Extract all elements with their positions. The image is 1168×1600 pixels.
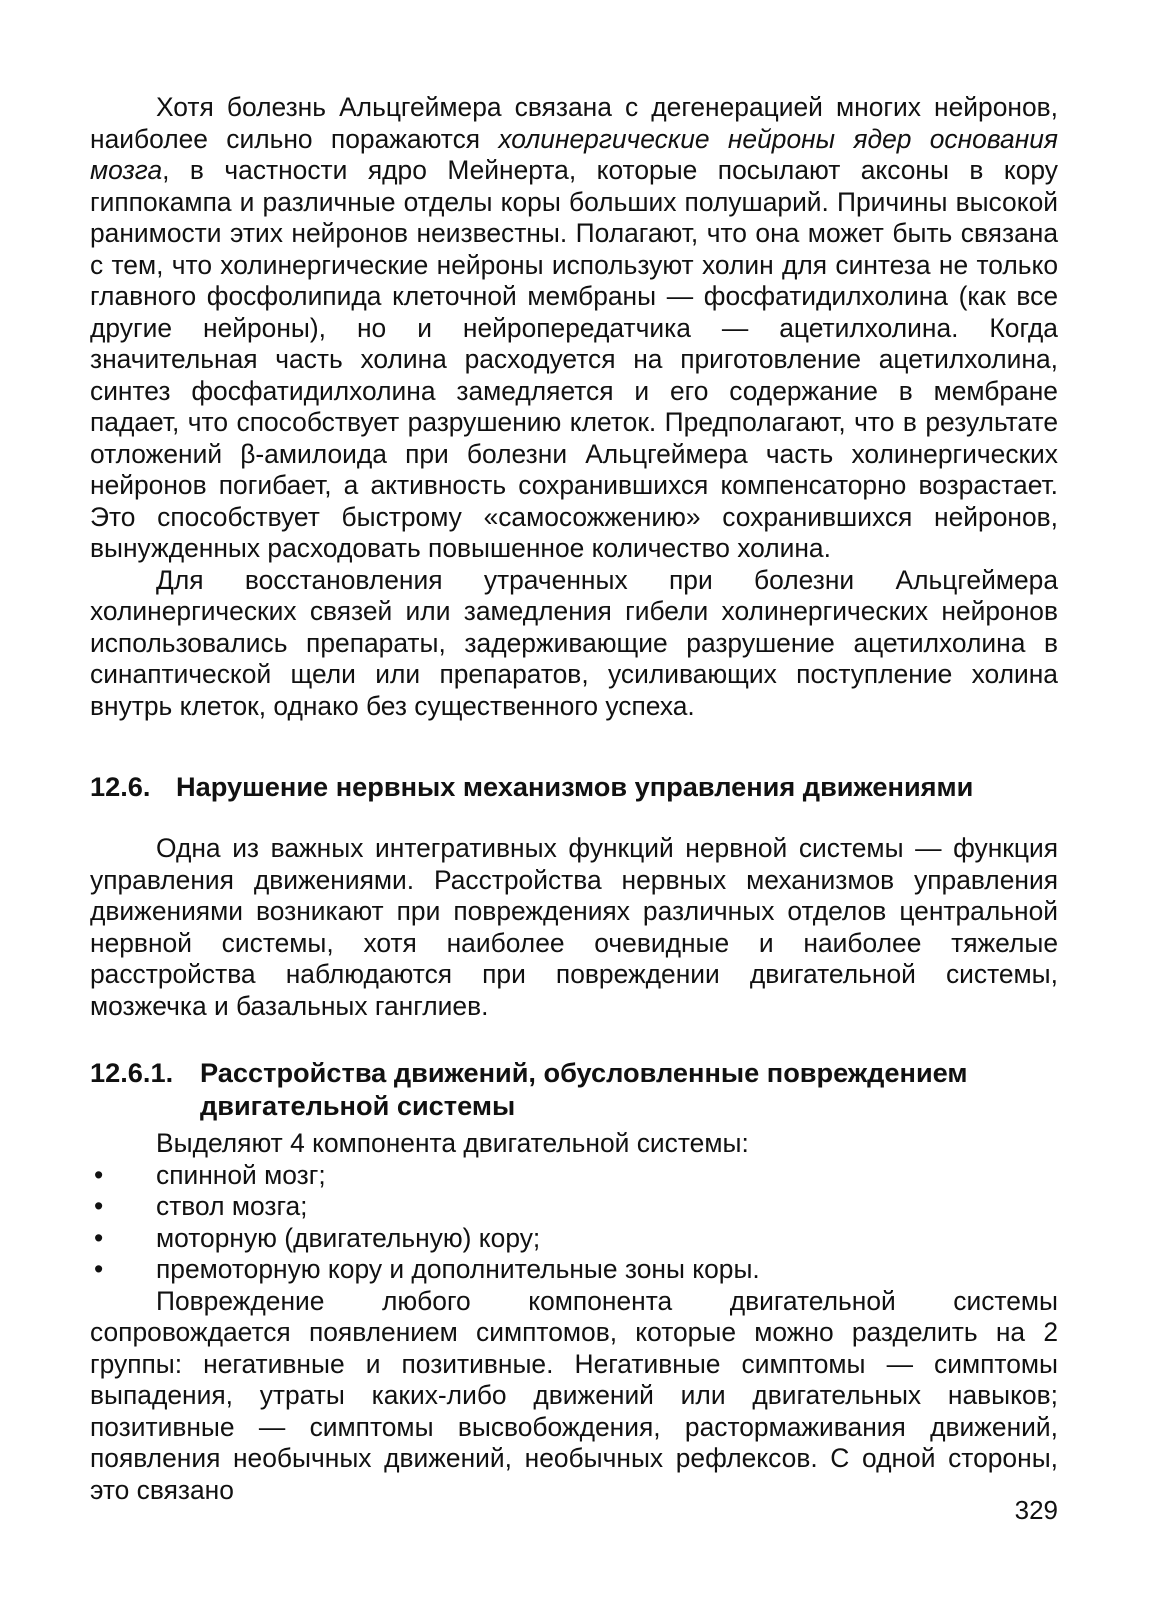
list-item [90, 1223, 1058, 1255]
list-item-text: спинной мозг; [156, 1159, 326, 1190]
paragraph-text-end: , в частности ядро Мейнерта, которые посылают аксоны в кору гиппокампа и различные отделы коры больших полушарий. Причины высокой ранимости этих нейронов неизвестны. Полагают, что она может быть связана с тем, что холинергические нейроны используют холин для синтеза не только главного фосфолипида клеточной мембраны — фосфатидилхолина (как все другие нейроны), но и нейропередатчика — ацетилхолина. Когда значительная часть холина расходуется на приготовление ацетилхолина, синтез фосфатидилхолина замедляется и его содержание в мембране падает, что способствует разрушению клеток. Предполагают, что в результате отложений β-амилоида при болезни Альцгеймера часть холинергических нейронов погибает, а активность сохранившихся компенсаторно возрастает. Это способствует быстрому «самосожжению» сохранившихся нейронов, вынужденных расходовать повышенное количество холина. [90, 155, 1058, 563]
list-item-text: премоторную кору и дополнительные зоны коры. [156, 1254, 760, 1284]
paragraph-text-start: Хотя болезнь Альцгеймера связана с дегенерацией многих нейронов, наиболее сильно поражаются [90, 92, 1058, 154]
paragraph-symptoms: Повреждение любого компонента двигательной системы сопровождается появлением симптомов, которые можно разделить на 2 группы: негативные и позитивные. Негативные симптомы — симптомы выпадения, утраты каких-либо движений или двигательных навыков; позитивные — симптомы высвобождения, растормаживания движений, появления необычных движений, необычных рефлексов. С одной стороны, это связано [90, 1285, 1058, 1505]
list-item-text: моторную (двигательную) кору; [156, 1222, 541, 1253]
paragraph-list-intro: Выделяют 4 компонента двигательной системы: [156, 1128, 749, 1158]
list-item-text: ствол мозга; [156, 1191, 308, 1221]
paragraph-cholinergic-restoration: Для восстановления утраченных при болезни Альцгеймера холинергических связей или замедления гибели холинергических нейронов использовались препараты, задерживающие разрушение ацетилхолина в синаптической щели или препаратов, усиливающих поступление холина внутрь клеток, однако без существенного успеха. [90, 564, 1058, 721]
bullet-icon: • [94, 1222, 104, 1253]
paragraph-alzheimer-neurons [90, 92, 1058, 565]
section-title: Нарушение нервных механизмов управления движениями [176, 771, 974, 802]
bullet-icon: • [94, 1191, 104, 1221]
section-heading-12-6 [90, 770, 1058, 803]
motor-system-components-list [90, 1160, 1058, 1286]
bullet-icon: • [94, 1254, 104, 1284]
subsection-heading-12-6-1 [90, 1056, 1058, 1122]
paragraph-motor-control: Одна из важных интегративных функций нервной системы — функция управления движениями. Расстройства нервных механизмов управления движениями возникают при повреждениях различных отделов центральной нервной системы, хотя наиболее очевидные и наиболее тяжелые расстройства наблюдаются при повреждении двигательной системы, мозжечка и базальных ганглиев. [90, 833, 1058, 1021]
subsection-number: 12.6.1. [90, 1057, 174, 1088]
page-body [90, 92, 1058, 1506]
list-item [90, 1160, 1058, 1192]
subsection-title: Расстройства движений, обусловленные повреждением двигательной системы [200, 1057, 968, 1121]
list-item [90, 1191, 1058, 1223]
italic-emphasis: холинергические нейроны ядер основания мозга [90, 123, 1058, 185]
section-number: 12.6. [90, 771, 151, 802]
page-number: 329 [1014, 1495, 1058, 1525]
bullet-icon: • [94, 1159, 104, 1190]
list-item [90, 1254, 1058, 1286]
